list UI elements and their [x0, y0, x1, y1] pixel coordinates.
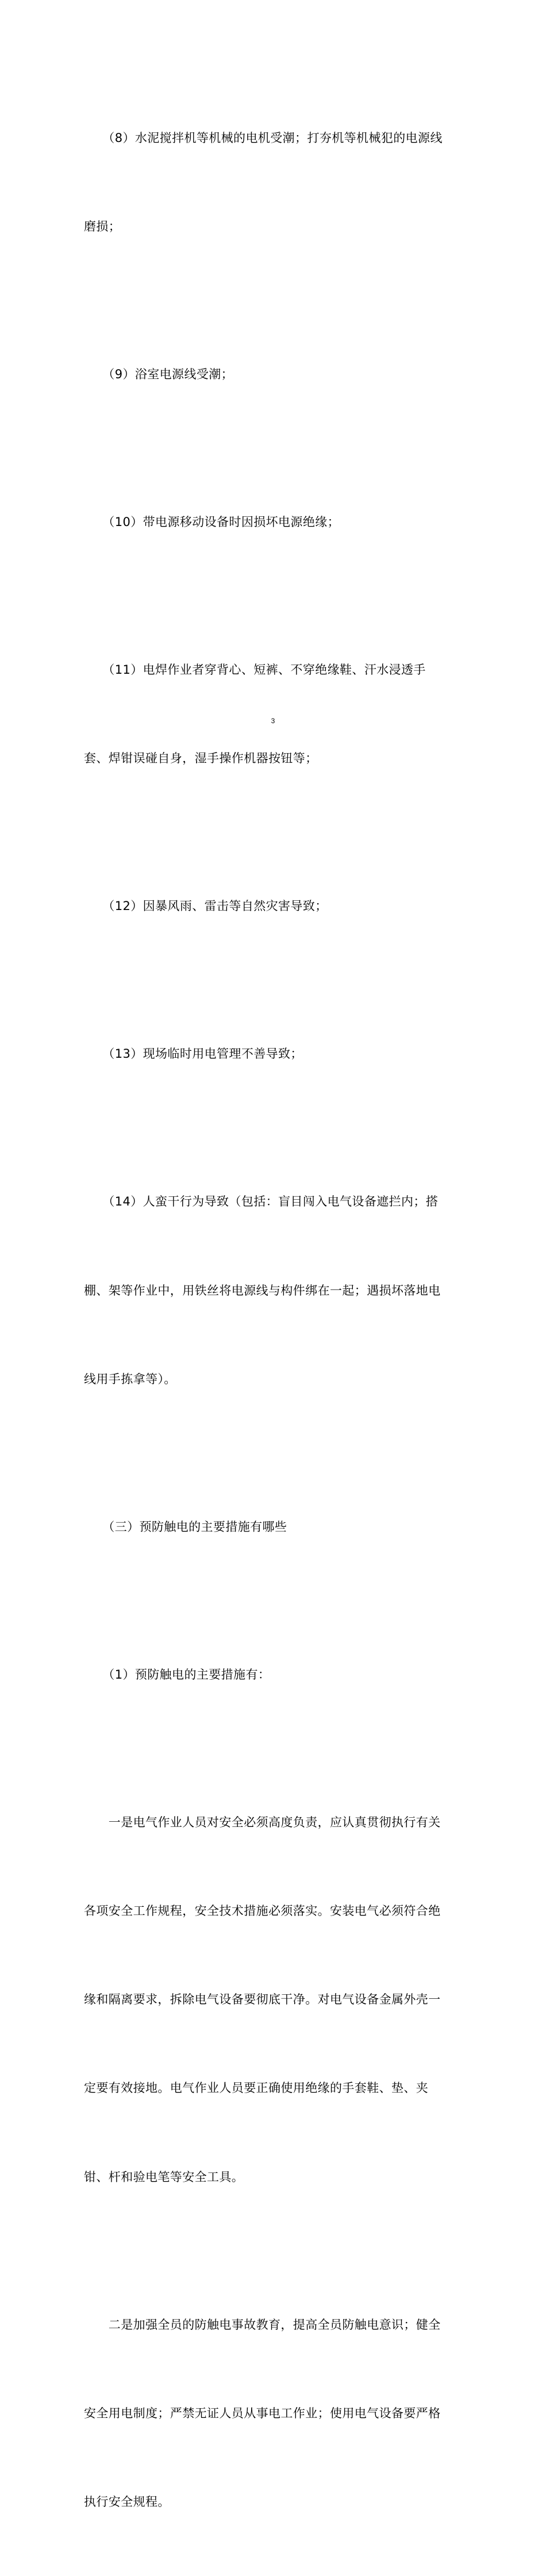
paragraph-measures-intro — [84, 1601, 463, 1749]
text-line: 执行安全规程。 — [84, 2495, 170, 2509]
paragraph-item-10 — [84, 448, 463, 596]
document-body — [84, 64, 463, 2576]
text-line: 钳、杆和验电笔等安全工具。 — [84, 2170, 244, 2184]
text-line: （11）电焊作业者穿背心、短裤、不穿绝缘鞋、汗水浸透手 — [84, 663, 426, 677]
text-line: 各项安全工作规程，安全技术措施必须落实。安装电气必须符合绝 — [84, 1903, 441, 1918]
text-line: （12）因暴风雨、雷击等自然灾害导致； — [84, 899, 328, 913]
page-number: 3 — [271, 717, 275, 725]
paragraph-item-11 — [84, 596, 463, 832]
text-line: （1）预防触电的主要措施有： — [84, 1667, 271, 1681]
text-line: 缘和隔离要求，拆除电气设备要彻底干净。对电气设备金属外壳一 — [84, 1993, 441, 2007]
text-line: 棚、架等作业中，用铁丝将电源线与构件绑在一起；遇损坏落地电 — [84, 1283, 441, 1297]
text-line: （14）人蛮干行为导致（包括：盲目闯入电气设备遮拦内；搭 — [84, 1195, 439, 1209]
text-line: 定要有效接地。电气作业人员要正确使用绝缘的手套鞋、垫、夹 — [84, 2081, 429, 2095]
text-line: 磨损； — [84, 220, 121, 234]
paragraph-item-13 — [84, 980, 463, 1128]
paragraph-item-14 — [84, 1128, 463, 1453]
paragraph-measure-two — [84, 2251, 463, 2576]
section-heading — [84, 1453, 463, 1601]
text-line: （9）浴室电源线受潮； — [84, 367, 234, 382]
text-line: （三）预防触电的主要措施有哪些 — [84, 1519, 287, 1534]
text-line: （10）带电源移动设备时因损坏电源绝缘； — [84, 515, 340, 529]
text-line: （13）现场临时用电管理不善导致； — [84, 1047, 303, 1061]
paragraph-item-9 — [84, 301, 463, 448]
text-line: 安全用电制度；严禁无证人员从事电工作业；使用电气设备要严格 — [84, 2406, 441, 2420]
paragraph-item-8 — [84, 64, 463, 301]
paragraph-item-12 — [84, 832, 463, 980]
text-line: 二是加强全员的防触电事故教育，提高全员防触电意识；健全 — [84, 2317, 441, 2332]
text-line: 套、焊钳误碰自身，湿手操作机器按钮等； — [84, 751, 318, 766]
text-line: （8）水泥搅拌机等机械的电机受潮；打夯机等机械犯的电源线 — [84, 130, 443, 145]
text-line: 线用手拣拿等）。 — [84, 1372, 176, 1386]
text-line: 一是电气作业人员对安全必须高度负责，应认真贯彻执行有关 — [84, 1815, 441, 1829]
paragraph-measure-one — [84, 1749, 463, 2251]
